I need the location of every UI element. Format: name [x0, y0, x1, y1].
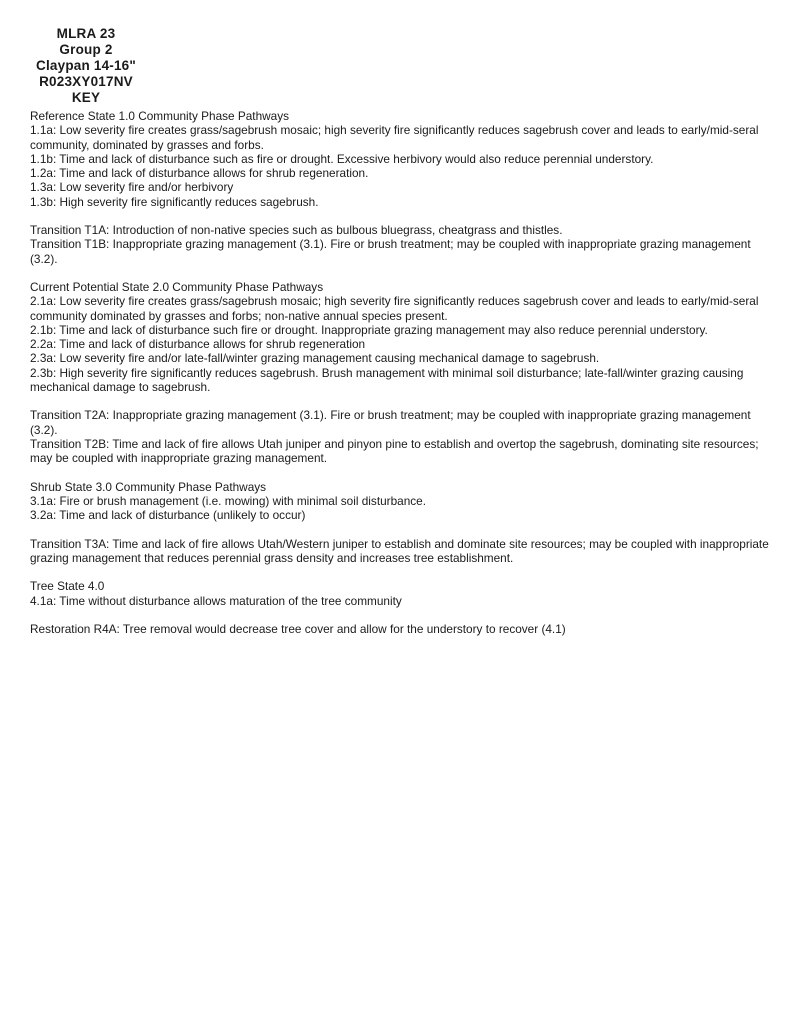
- transition-t3a: Transition T3A: Time and lack of fire allows Utah/Western juniper to establish and dominate site resources; may be coupled with inappropriate grazing management that reduces perennial grass density and increases tree establishment.: [30, 536, 769, 565]
- pathway-1-3b: 1.3b: High severity fire significantly reduces sagebrush.: [30, 194, 319, 209]
- restoration-r4a: Restoration R4A: Tree removal would decrease tree cover and allow for the understory to recover (4.1): [30, 622, 566, 636]
- transition-t2b: Transition T2B: Time and lack of fire allows Utah juniper and pinyon pine to establish and overtop the sagebrush, dominating site resources; may be coupled with inappropriate grazing management.: [30, 436, 759, 465]
- header-line-group: Group 2: [59, 41, 113, 57]
- section-heading: Reference State 1.0 Community Phase Pathways: [30, 109, 290, 123]
- pathway-1-1a: 1.1a: Low severity fire creates grass/sagebrush mosaic; high severity fire significantly reduces sagebrush cover and leads to early/mid-seral community, dominated by grasses and forbs.: [30, 123, 759, 152]
- pathway-2-3a: 2.3a: Low severity fire and/or late-fall/winter grazing management causing mechanical damage to sagebrush.: [30, 351, 600, 366]
- transition-t1a: Transition T1A: Introduction of non-native species such as bulbous bluegrass, cheatgrass and thistles.: [30, 223, 563, 237]
- section-heading: Current Potential State 2.0 Community Phase Pathways: [30, 280, 324, 294]
- section-tree-state: [30, 579, 772, 608]
- section-transitions-t2: [30, 408, 772, 465]
- pathway-1-1b: 1.1b: Time and lack of disturbance such as fire or drought. Excessive herbivory would also reduce perennial understory.: [30, 151, 654, 166]
- section-heading: Shrub State 3.0 Community Phase Pathways: [30, 479, 267, 494]
- header-line-site-id: R023XY017NV: [39, 73, 133, 89]
- pathway-2-2a: 2.2a: Time and lack of disturbance allows for shrub regeneration: [30, 337, 366, 351]
- section-restoration: [30, 622, 772, 636]
- section-reference-state: [30, 109, 772, 209]
- pathway-4-1a: 4.1a: Time without disturbance allows maturation of the tree community: [30, 593, 402, 608]
- header-line-key: KEY: [71, 89, 101, 105]
- transition-t1b: Transition T1B: Inappropriate grazing management (3.1). Fire or brush treatment; may be coupled with inappropriate grazing management (3.2).: [30, 237, 751, 266]
- section-shrub-state: [30, 480, 772, 523]
- transition-t2a: Transition T2A: Inappropriate grazing management (3.1). Fire or brush treatment; may be coupled with inappropriate grazing management (3.2).: [30, 408, 751, 437]
- section-transition-t3: [30, 537, 772, 566]
- pathway-2-1a: 2.1a: Low severity fire creates grass/sagebrush mosaic; high severity fire significantly reduces sagebrush cover and leads to early/mid-seral community dominated by grasses and forbs; non-native annual species present.: [30, 294, 759, 323]
- pathway-1-3a: 1.3a: Low severity fire and/or herbivory: [30, 180, 234, 195]
- pathway-2-1b: 2.1b: Time and lack of disturbance such fire or drought. Inappropriate grazing management may also reduce perennial understory.: [30, 322, 708, 337]
- section-current-potential-state: [30, 280, 772, 394]
- section-heading: Tree State 4.0: [30, 579, 105, 594]
- document-header: [20, 26, 152, 106]
- header-line-mlra: MLRA 23: [56, 26, 116, 41]
- key-body: [30, 109, 772, 636]
- pathway-2-3b: 2.3b: High severity fire significantly reduces sagebrush. Brush management with minimal soil disturbance; late-fall/winter grazing causing mechanical damage to sagebrush.: [30, 365, 744, 394]
- section-transitions-t1: [30, 223, 772, 266]
- pathway-1-2a: 1.2a: Time and lack of disturbance allows for shrub regeneration.: [30, 166, 369, 180]
- pathway-3-2a: 3.2a: Time and lack of disturbance (unlikely to occur): [30, 508, 306, 522]
- header-line-site-name: Claypan 14-16": [36, 57, 136, 73]
- pathway-3-1a: 3.1a: Fire or brush management (i.e. mowing) with minimal soil disturbance.: [30, 493, 427, 508]
